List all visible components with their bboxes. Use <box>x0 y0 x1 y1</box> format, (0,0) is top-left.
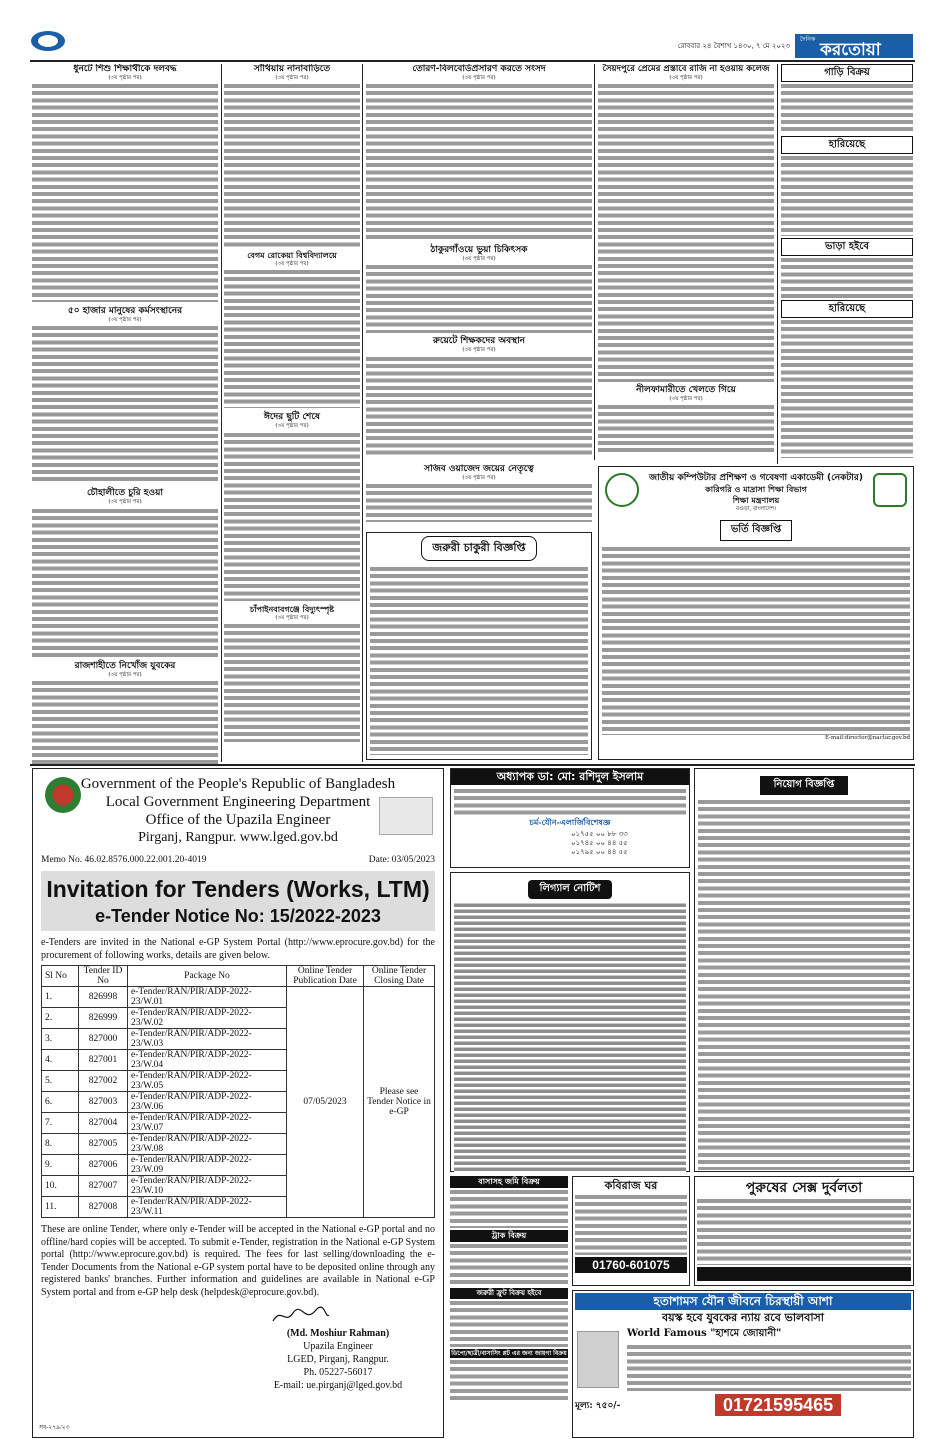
classified-heading: হারিয়েছে <box>781 136 913 154</box>
article-title: তোরণ-বিলবোর্ডপ্রসারণ করতে সংসদ <box>412 64 546 74</box>
row-tender-id: 827001 <box>79 1050 128 1071</box>
hotasha-price: মূল্য: ৭৫০/- <box>575 1400 621 1411</box>
row-sl: 4. <box>42 1050 79 1071</box>
row-tender-id: 827004 <box>79 1113 128 1134</box>
masthead-paper-name: করতোয়া <box>820 40 881 60</box>
row-sl: 7. <box>42 1113 79 1134</box>
recruit-body <box>698 798 910 1170</box>
hotasha-body <box>627 1343 911 1391</box>
nector-notice-body <box>602 545 910 735</box>
tender-intro: e-Tenders are invited in the National e-GP System Portal (http://www.eprocure.gov.bd) for the procurement of following works, details are given below. <box>41 937 435 961</box>
tender-notice-no: e-Tender Notice No: 15/2022-2023 <box>95 906 381 926</box>
article-body <box>32 82 218 302</box>
nector-logo-icon <box>605 473 639 507</box>
classified-body <box>450 1299 568 1347</box>
gov-logo-icon <box>45 777 81 813</box>
article-continued: (৩য় পৃষ্ঠার পর) <box>108 317 142 324</box>
signer-email: E-mail: ue.pirganj@lged.gov.bd <box>273 1380 403 1391</box>
tender-place: Pirganj, Rangpur. www.lged.gov.bd <box>138 830 338 845</box>
tender-invitation: Invitation for Tenders (Works, LTM) <box>46 876 430 902</box>
row-package: e-Tender/RAN/PIR/ADP-2022-23/W.05 <box>128 1071 287 1092</box>
recruit-notice <box>694 768 914 1172</box>
classified-body <box>450 1188 568 1228</box>
nector-title: জাতীয় কম্পিউটার প্রশিক্ষণ ও গবেষণা একাডেমী (নেকটার) <box>649 473 863 483</box>
article-continued: (৩য় পৃষ্ঠার পর) <box>669 75 703 81</box>
article-title: ঈদের ছুটি শেষে <box>264 412 320 423</box>
page-number-logo-icon <box>30 30 66 52</box>
article-col2 <box>224 64 360 764</box>
tender-table <box>41 965 435 1218</box>
tender-date: Date: 03/05/2023 <box>368 855 435 865</box>
masthead-paper-small: দৈনিক <box>800 36 816 43</box>
nector-notice-title: ভর্তি বিজ্ঞপ্তি <box>720 520 792 541</box>
article-title: সজিব ওয়াজেদ জয়ের নেতৃত্বে <box>424 464 534 474</box>
article-body <box>224 622 360 742</box>
article-body <box>598 403 774 453</box>
row-package: e-Tender/RAN/PIR/ADP-2022-23/W.08 <box>128 1134 287 1155</box>
article-title: সাঁথিয়ায় নানাবাড়িতে <box>253 64 331 74</box>
row-tender-id: 827000 <box>79 1029 128 1050</box>
classified-body <box>781 318 913 458</box>
classified-body <box>781 82 913 134</box>
article-body <box>366 263 592 333</box>
job-notice-body <box>370 565 588 755</box>
kobiraj-title: কবিরাজ ঘর <box>604 1179 658 1192</box>
doctor-title: অধ্যাপক ডা: মো: রশিদুল ইসলাম <box>451 769 689 785</box>
tender-ref: সব-২৭৯/২৩ <box>39 1425 70 1431</box>
hotasha-photo <box>577 1331 619 1388</box>
signer-name: (Md. Moshiur Rahman) <box>286 1328 390 1339</box>
classified-body <box>781 256 913 298</box>
classified-heading: গাড়ি বিক্রয় <box>781 64 913 82</box>
row-package: e-Tender/RAN/PIR/ADP-2022-23/W.06 <box>128 1092 287 1113</box>
article-body <box>224 431 360 601</box>
legal-notice <box>450 872 690 1172</box>
doctor-body <box>454 787 686 815</box>
row-sl: 10. <box>42 1176 79 1197</box>
article-col3 <box>366 64 592 460</box>
classified-body <box>781 154 913 236</box>
row-sl: 8. <box>42 1134 79 1155</box>
article-continued: (৩য় পৃষ্ঠার পর) <box>669 396 703 403</box>
col-header-package: Package No <box>128 966 287 987</box>
article-continued: (৩য় পৃষ্ঠার পর) <box>275 614 309 621</box>
nector-subtitle: কারিগরি ও মাদ্রাসা শিক্ষা বিভাগ <box>705 485 807 494</box>
article-body <box>366 482 592 522</box>
article-title: ঠাকুরগাঁওয়ে ভুয়া চিকিৎসক <box>430 245 528 256</box>
classified-heading: বাসাসহ জমি বিক্রয় <box>450 1176 568 1188</box>
purush-body <box>697 1197 911 1265</box>
article-continued: (৩য় পৃষ্ঠার পর) <box>108 75 142 81</box>
signer-phone: Ph. 05227-56017 <box>303 1367 373 1378</box>
job-notice-ad <box>366 532 592 760</box>
classified-heading: ডিপো/ছাত্রী/বাসাসিং প্লট এর জন্য জায়গা বিক্রয় <box>451 1350 567 1357</box>
recruit-title: নিয়োগ বিজ্ঞপ্তি <box>760 776 849 795</box>
signer-title: Upazila Engineer <box>303 1341 373 1352</box>
classified-heading: ভাড়া হইবে <box>781 238 913 256</box>
nector-ministry: শিক্ষা মন্ত্রণালয় <box>732 496 780 505</box>
article-col3b <box>366 464 592 530</box>
row-package: e-Tender/RAN/PIR/ADP-2022-23/W.10 <box>128 1176 287 1197</box>
row-sl: 2. <box>42 1008 79 1029</box>
classifieds-col <box>781 64 913 464</box>
signature <box>271 1305 331 1327</box>
row-package: e-Tender/RAN/PIR/ADP-2022-23/W.02 <box>128 1008 287 1029</box>
kobiraj-ad <box>572 1176 690 1286</box>
signer-org: LGED, Pirganj, Rangpur. <box>287 1354 389 1365</box>
doctor-phone: ০১৭৪৫ ০০ ৪৪ ৫৫ <box>571 839 628 847</box>
classified-heading: ট্রাক বিক্রয় <box>450 1230 568 1242</box>
article-body <box>366 355 592 455</box>
doctor-phone: ০১৭৯৫ ০০ ৪৪ ৫৫ <box>571 848 628 856</box>
row-sl: 1. <box>42 987 79 1008</box>
article-continued: (৩য় পৃষ্ঠার পর) <box>462 347 496 354</box>
article-title: ধুনটে শিশু শিক্ষার্থীকে দলবদ্ধ <box>73 64 177 74</box>
masthead-date: রোববার ২৪ বৈশাখ ১৪৩০, ৭ মে ২০২৩ <box>677 42 790 50</box>
article-body <box>32 679 218 764</box>
kobiraj-body <box>575 1193 687 1255</box>
classified-heading: জরুরী ফ্রুট বিক্রয় হইবে <box>450 1288 568 1299</box>
article-title: সৈয়দপুরে প্রেমের প্রস্তাবে রাজি না হওয়ায় কলেজ <box>602 64 770 74</box>
doctor-ad <box>450 768 690 868</box>
classified-body <box>450 1358 568 1402</box>
doctor-specialty: চর্ম-যৌন-এলার্জিবিশেষজ্ঞ <box>529 817 611 827</box>
article-body <box>32 324 218 484</box>
row-tender-id: 827005 <box>79 1134 128 1155</box>
article-continued: (৩য় পৃষ্ঠার পর) <box>108 499 142 506</box>
article-body <box>224 82 360 247</box>
row-sl: 11. <box>42 1197 79 1218</box>
article-col4 <box>598 64 774 460</box>
tender-gov: Government of the People's Republic of Bangladesh <box>80 776 396 792</box>
legal-notice-title: লিগ্যাল নোটিশ <box>528 880 613 899</box>
article-continued: (৩য় পৃষ্ঠার পর) <box>462 475 496 481</box>
row-package: e-Tender/RAN/PIR/ADP-2022-23/W.07 <box>128 1113 287 1134</box>
col-header-closing: Online Tender Closing Date <box>364 966 435 987</box>
tender-memo: Memo No. 46.02.8576.000.22.001.20-4019 <box>41 855 207 865</box>
purush-footer-bar <box>697 1267 911 1281</box>
article-body <box>598 82 774 382</box>
row-package: e-Tender/RAN/PIR/ADP-2022-23/W.11 <box>128 1197 287 1218</box>
article-continued: (৩য় পৃষ্ঠার পর) <box>275 261 309 268</box>
kobiraj-phone: 01760-601075 <box>575 1257 687 1273</box>
col-header-publication: Online Tender Publication Date <box>287 966 364 987</box>
tender-dept: Local Government Engineering Department <box>105 794 371 810</box>
row-closing-date: Please see Tender Notice in e-GP <box>364 987 435 1218</box>
article-title: রাজশাহীতে নিখোঁজ যুবকের <box>74 660 176 671</box>
row-package: e-Tender/RAN/PIR/ADP-2022-23/W.01 <box>128 987 287 1008</box>
hotasha-line1: হতাশামস যৌন জীবনে চিরস্থায়ী আশা <box>575 1293 911 1310</box>
article-continued: (৩য় পৃষ্ঠার পর) <box>275 75 309 81</box>
nector-logo-right-icon <box>873 473 907 507</box>
row-sl: 5. <box>42 1071 79 1092</box>
nector-email: E-mail:director@nactar.gov.bd <box>825 735 910 741</box>
row-tender-id: 827006 <box>79 1155 128 1176</box>
tender-office: Office of the Upazila Engineer <box>145 812 331 828</box>
row-tender-id: 827002 <box>79 1071 128 1092</box>
hotasha-world: World Famous "হাশমে জোয়ানী" <box>627 1328 782 1339</box>
article-title: বেগম রোকেয়া বিশ্ববিদ্যালয়ে <box>247 251 337 261</box>
row-tender-id: 827008 <box>79 1197 128 1218</box>
article-title: ৫০ হাজার মানুষের কর্মসংস্থানের <box>67 306 183 317</box>
article-col1 <box>32 64 218 764</box>
article-continued: (৩য় পৃষ্ঠার পর) <box>108 671 142 678</box>
row-tender-id: 826998 <box>79 987 128 1008</box>
article-title: রুয়েটে শিক্ষকদের অবস্থান <box>432 336 526 347</box>
job-notice-title: জরুরী চাকুরী বিজ্ঞপ্তি <box>421 536 536 561</box>
row-tender-id: 827003 <box>79 1092 128 1113</box>
row-package: e-Tender/RAN/PIR/ADP-2022-23/W.03 <box>128 1029 287 1050</box>
hotasha-phone: 01721595465 <box>715 1394 841 1416</box>
row-package: e-Tender/RAN/PIR/ADP-2022-23/W.09 <box>128 1155 287 1176</box>
col-header-sl: Sl No <box>42 966 79 987</box>
article-body <box>366 82 592 242</box>
doctor-phone: ০১৭৫৫ ০০ ৮৮ ৩৩ <box>571 830 628 838</box>
mujib-logo-icon <box>379 797 433 835</box>
hotasha-ad <box>572 1290 914 1438</box>
article-body <box>32 507 218 657</box>
purush-title: পুরুষের সেক্স দুর্বলতা <box>745 1180 863 1196</box>
small-classifieds <box>450 1176 568 1438</box>
row-tender-id: 826999 <box>79 1008 128 1029</box>
tender-footer: These are online Tender, where only e-Tender will be accepted in the National e-GP portal and no offline/hard copies will be accepted. To submit e-Tender, registration in the National e-GP System portal (http://www.eprocure.gov.bd) is required. The fees for last selling/downloading the e-Tender Documents from the National e-GP system portal have to be deposited online through any registered banks' branches. Further information and guidelines are available in National e-GP System portal and from e-GP help desk (helpdesk@eprocure.gov.bd). <box>41 1224 435 1298</box>
article-continued: (৩য় পৃষ্ঠার পর) <box>462 256 496 263</box>
hotasha-line2: বয়স্ক হবে যুবকের ন্যায় রবে ভালবাসা <box>662 1311 824 1324</box>
nector-admission-ad <box>598 466 914 760</box>
legal-notice-body <box>454 902 686 1172</box>
classified-body <box>450 1242 568 1286</box>
row-sl: 3. <box>42 1029 79 1050</box>
lged-tender-notice <box>32 768 444 1438</box>
article-body <box>224 268 360 408</box>
row-tender-id: 827007 <box>79 1176 128 1197</box>
nector-place: বগুড়া, বাংলাদেশ। <box>736 506 776 512</box>
row-sl: 9. <box>42 1155 79 1176</box>
page-number-badge <box>30 30 66 52</box>
row-sl: 6. <box>42 1092 79 1113</box>
article-title: চাঁপাইনবাবগঞ্জে বিদ্যুৎস্পৃষ্ট <box>249 604 335 614</box>
article-continued: (৩য় পৃষ্ঠার পর) <box>275 423 309 430</box>
article-title: নীলফামারীতে খেলতে গিয়ে <box>636 385 736 396</box>
row-publication-date: 07/05/2023 <box>287 987 364 1218</box>
article-title: চৌহালীতে চুরি হওয়া <box>87 488 163 499</box>
purush-ad <box>694 1176 914 1286</box>
classified-heading: হারিয়েছে <box>781 300 913 318</box>
table-row <box>42 987 435 1008</box>
article-continued: (৩য় পৃষ্ঠার পর) <box>462 75 496 81</box>
row-package: e-Tender/RAN/PIR/ADP-2022-23/W.04 <box>128 1050 287 1071</box>
col-header-id: Tender ID No <box>79 966 128 987</box>
